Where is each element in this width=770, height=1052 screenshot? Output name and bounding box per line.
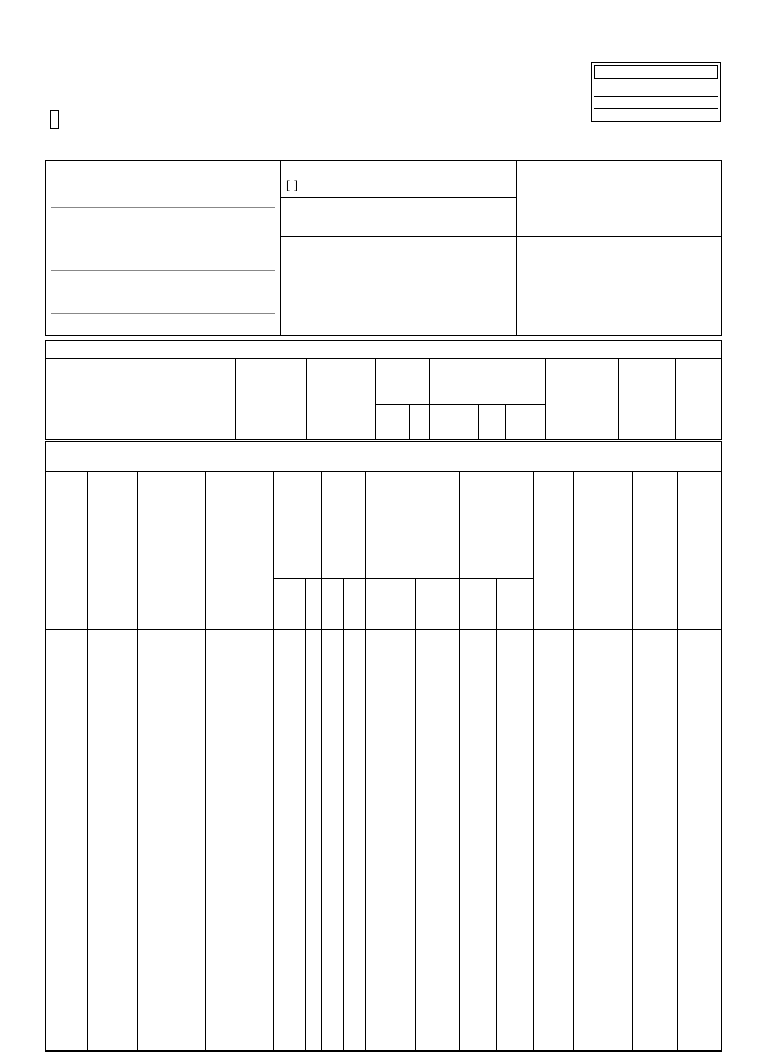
table1-box (45, 340, 722, 440)
reporting-info-box (45, 160, 722, 336)
no-longer-subject-checkbox[interactable] (50, 110, 59, 129)
table2-box (45, 441, 722, 1051)
omb-title-box (594, 65, 718, 79)
